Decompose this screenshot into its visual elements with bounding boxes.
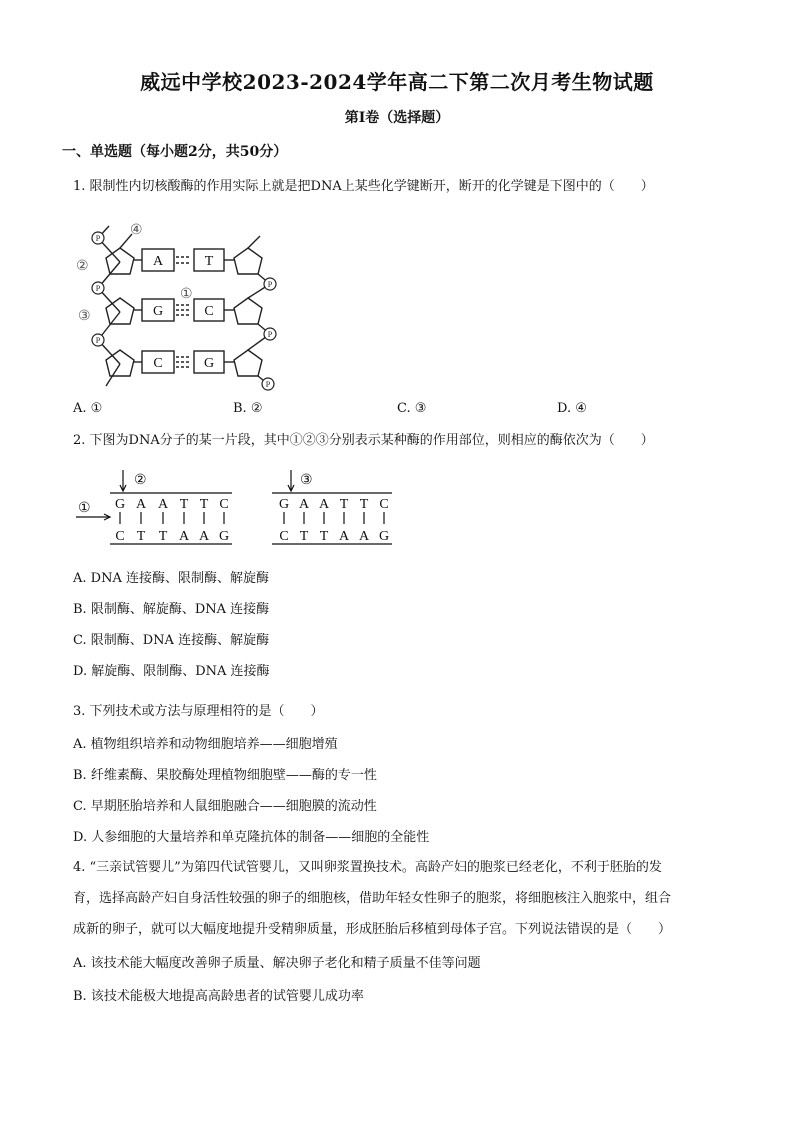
base-top: A xyxy=(135,497,147,512)
phosphate-label: P xyxy=(95,284,101,293)
q2-option-b[interactable]: B. 限制酶、解旋酶、DNA 连接酶 xyxy=(73,602,270,617)
question-1-stem: 1. 限制性内切核酸酶的作用实际上就是把DNA上某些化学键断开，断开的化学键是下图中的（ ） xyxy=(73,179,654,194)
base-bottom: A xyxy=(178,529,190,544)
marker-2: ② xyxy=(76,259,89,274)
base-left-1: A xyxy=(152,254,164,269)
q3-option-c[interactable]: C. 早期胚胎培养和人鼠细胞融合——细胞膜的流动性 xyxy=(73,799,377,814)
q1-option-b[interactable]: B. ② xyxy=(233,401,263,416)
base-bottom: A xyxy=(338,529,350,544)
base-top: G xyxy=(278,497,290,512)
base-top: T xyxy=(179,497,189,512)
base-bottom: T xyxy=(158,529,168,544)
base-top: A xyxy=(318,497,330,512)
phosphate-label: P xyxy=(95,336,101,345)
base-bottom: C xyxy=(115,529,125,544)
base-top: G xyxy=(114,497,126,512)
volume-heading: 第I卷（选择题） xyxy=(344,110,450,126)
q3-option-d[interactable]: D. 人参细胞的大量培养和单克隆抗体的制备——细胞的全能性 xyxy=(73,830,430,845)
question-4-stem-line-1: 4. “三亲试管婴儿”为第四代试管婴儿，又叫卵浆置换技术。高龄产妇的胞浆已经老化，不利于胚胎的发 xyxy=(73,860,662,875)
base-bottom: C xyxy=(279,529,289,544)
base-left-3: C xyxy=(153,356,163,371)
base-top: A xyxy=(157,497,169,512)
base-left-2: G xyxy=(152,304,164,319)
base-right-1: T xyxy=(204,254,214,269)
marker-3: ③ xyxy=(300,473,313,488)
q2-option-c[interactable]: C. 限制酶、DNA 连接酶、解旋酶 xyxy=(73,633,270,648)
q2-option-d[interactable]: D. 解旋酶、限制酶、DNA 连接酶 xyxy=(73,664,270,679)
base-bottom: A xyxy=(198,529,210,544)
base-bottom: G xyxy=(378,529,390,544)
base-top: T xyxy=(199,497,209,512)
q3-option-a[interactable]: A. 植物组织培养和动物细胞培养——细胞增殖 xyxy=(73,737,338,752)
marker-3: ③ xyxy=(78,309,91,324)
q1-option-a[interactable]: A. ① xyxy=(73,401,103,416)
q2-option-a[interactable]: A. DNA 连接酶、限制酶、解旋酶 xyxy=(73,571,269,586)
base-top: T xyxy=(339,497,349,512)
base-right-3: G xyxy=(203,356,215,371)
dna-structure-diagram xyxy=(76,218,286,398)
dna-fragment-diagram xyxy=(74,466,404,554)
base-top: C xyxy=(219,497,229,512)
base-top: C xyxy=(379,497,389,512)
exam-title: 威远中学校2023-2024学年高二下第二次月考生物试题 xyxy=(140,70,654,94)
q3-option-b[interactable]: B. 纤维素酶、果胶酶处理植物细胞壁——酶的专一性 xyxy=(73,768,377,783)
q1-option-d[interactable]: D. ④ xyxy=(557,401,587,416)
base-bottom: A xyxy=(358,529,370,544)
phosphate-label: P xyxy=(95,234,101,243)
q1-option-c[interactable]: C. ③ xyxy=(397,401,427,416)
base-bottom: G xyxy=(218,529,230,544)
marker-4: ④ xyxy=(130,223,143,238)
marker-1: ① xyxy=(78,501,91,516)
base-top: A xyxy=(298,497,310,512)
section-heading: 一、单选题（每小题2分，共50分） xyxy=(62,144,288,160)
marker-1: ① xyxy=(180,287,193,302)
base-top: T xyxy=(359,497,369,512)
q4-option-a[interactable]: A. 该技术能大幅度改善卵子质量、解决卵子老化和精子质量不佳等问题 xyxy=(73,956,481,971)
question-4-stem-line-3: 成新的卵子，就可以大幅度地提升受精卵质量，形成胚胎后移植到母体子宫。下列说法错误的是（ ） xyxy=(73,922,672,937)
base-bottom: T xyxy=(299,529,309,544)
phosphate-label: P xyxy=(265,380,271,389)
base-right-2: C xyxy=(204,304,214,319)
base-bottom: T xyxy=(136,529,146,544)
question-3-stem: 3. 下列技术或方法与原理相符的是（ ） xyxy=(73,704,324,719)
phosphate-label: P xyxy=(267,330,273,339)
phosphate-label: P xyxy=(267,280,273,289)
question-2-stem: 2. 下图为DNA分子的某一片段，其中①②③分别表示某种酶的作用部位，则相应的酶依次为（ ） xyxy=(73,433,654,448)
q4-option-b[interactable]: B. 该技术能极大地提高高龄患者的试管婴儿成功率 xyxy=(73,989,364,1004)
base-bottom: T xyxy=(319,529,329,544)
marker-2: ② xyxy=(134,473,147,488)
question-4-stem-line-2: 育，选择高龄产妇自身活性较强的卵子的细胞核，借助年轻女性卵子的胞浆，将细胞核注入胞浆中，组合 xyxy=(73,891,672,906)
